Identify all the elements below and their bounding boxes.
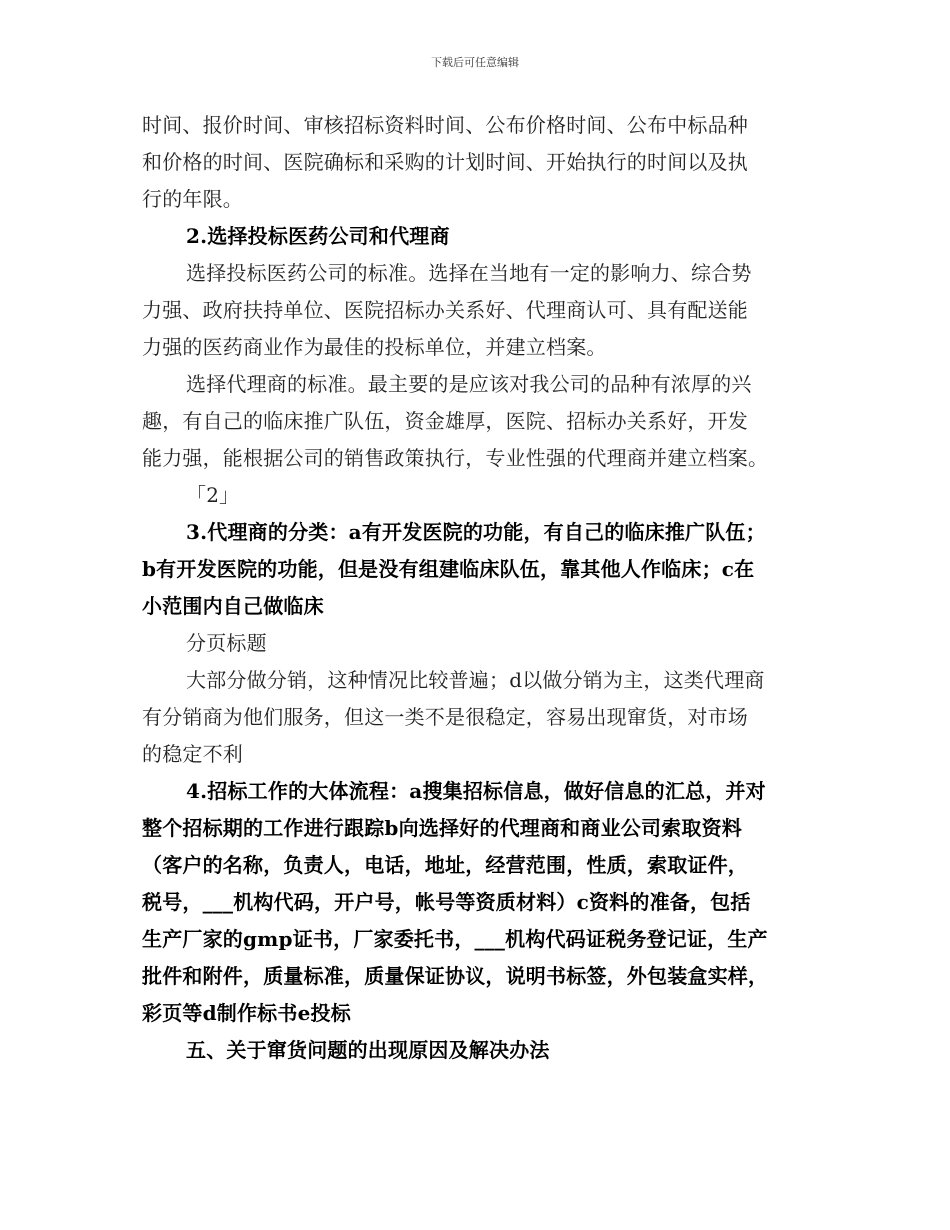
paragraph-line: 选择投标医药公司的标准。选择在当地有一定的影响力、综合势 [186,261,752,285]
document-body [142,107,812,1069]
text-line: 行的年限。 [142,187,243,211]
paragraph-line: 大部分做分销，这种情况比较普遍；d以做分销为主，这类代理商 [186,668,765,692]
section-heading-3: 3.代理商的分类：a有开发医院的功能，有自己的临床推广队伍； [186,520,766,544]
paragraph-line: 能力强，能根据公司的销售政策执行，专业性强的代理商并建立档案。 [142,446,769,470]
paragraph-line: 有分销商为他们服务，但这一类不是很稳定，容易出现窜货，对市场 [142,705,748,729]
reference-marker: 「2」 [186,483,240,507]
paragraph-line: 力强的医药商业作为最佳的投标单位，并建立档案。 [142,335,607,359]
bold-line: 彩页等d制作标书e投标 [142,1001,351,1025]
page-header: 下载后可任意编辑 [431,56,519,69]
bold-line: b有开发医院的功能，但是没有组建临床队伍，靠其他人作临床；c在 [142,557,755,581]
bold-line: 税号，___机构代码，开户号，帐号等资质材料）c资料的准备，包括 [142,890,751,914]
section-heading-4: 4.招标工作的大体流程：a搜集招标信息，做好信息的汇总，并对 [186,779,766,803]
text-line: 时间、报价时间、审核招标资料时间、公布价格时间、公布中标品种 [142,113,748,137]
paragraph-line: 的稳定不利 [142,742,243,766]
paragraph-line: 趣，有自己的临床推广队伍，资金雄厚，医院、招标办关系好，开发 [142,409,748,433]
section-heading-5: 五、关于窜货问题的出现原因及解决办法 [186,1038,550,1062]
bold-line: 整个招标期的工作进行跟踪b向选择好的代理商和商业公司索取资料 [142,816,742,840]
paragraph-line: 选择代理商的标准。最主要的是应该对我公司的品种有浓厚的兴 [186,372,752,396]
paragraph-line: 力强、政府扶持单位、医院招标办关系好、代理商认可、具有配送能 [142,298,748,322]
section-heading-2: 2.选择投标医药公司和代理商 [186,224,450,248]
page-subtitle: 分页标题 [186,631,267,655]
bold-line: 生产厂家的gmp证书，厂家委托书，___机构代码证税务登记证，生产 [142,927,768,951]
bold-line: 批件和附件，质量标准，质量保证协议，说明书标签，外包装盒实样， [142,964,769,988]
bold-line: 小范围内自己做临床 [142,594,324,618]
bold-line: （客户的名称，负责人，电话，地址，经营范围，性质，索取证件， [142,853,748,877]
text-line: 和价格的时间、医院确标和采购的计划时间、开始执行的时间以及执 [142,150,748,174]
